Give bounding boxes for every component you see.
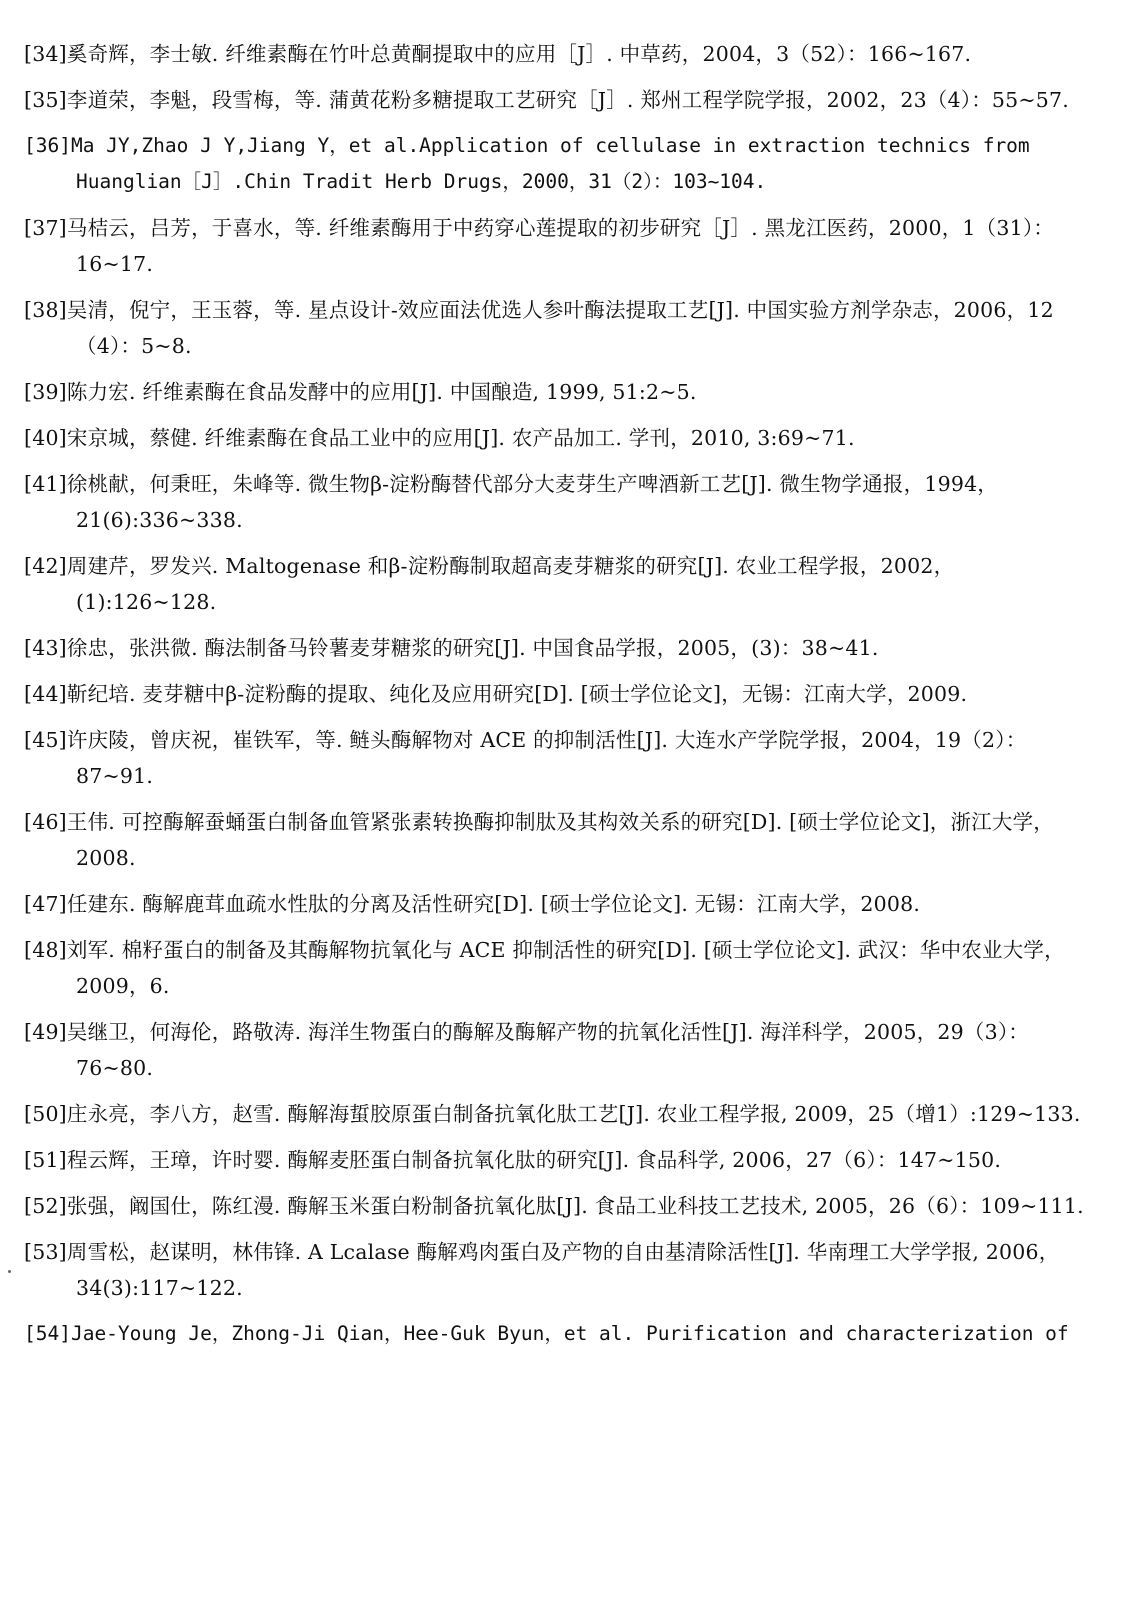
reference-48: [48]刘军. 棉籽蛋白的制备及其酶解物抗氧化与 ACE 抑制活性的研究[D]. [硕士学位论文]. 武汉：华中农业大学，2009，6. [24,938,1065,998]
reference-47: [47]任建东. 酶解鹿茸血疏水性肽的分离及活性研究[D]. [硕士学位论文]. 无锡：江南大学，2008. [24,892,921,916]
reference-36: [36]Ma JY,Zhao J Y,Jiang Y，et al.Application of cellulase in extraction technics from Huanglian［J］.Chin Tradit Herb Drugs，2000，31（2）：103~104. [24,134,1030,193]
reference-52: [52]张强，阚国仕，陈红漫. 酶解玉米蛋白粉制备抗氧化肽[J]. 食品工业科技工艺技术, 2005，26（6）：109~111. [24,1194,1084,1218]
reference-46: [46]王伟. 可控酶解蚕蛹蛋白制备血管紧张素转换酶抑制肽及其构效关系的研究[D]. [硕士学位论文]，浙江大学，2008. [24,810,1054,870]
reference-41: [41]徐桃献，何秉旺，朱峰等. 微生物β-淀粉酶替代部分大麦芽生产啤酒新工艺[J]. 微生物学通报，1994，21(6):336~338. [24,472,999,532]
reference-34: [34]奚奇辉，李士敏. 纤维素酶在竹叶总黄酮提取中的应用［J］. 中草药，2004，3（52）：166~167. [24,42,972,66]
reference-50: [50]庄永亮，李八方，赵雪. 酶解海蜇胶原蛋白制备抗氧化肽工艺[J]. 农业工程学报, 2009，25（增1）:129~133. [24,1102,1081,1126]
reference-list [24,36,1092,1352]
reference-43: [43]徐忠，张洪微. 酶法制备马铃薯麦芽糖浆的研究[J]. 中国食品学报，2005，(3)：38~41. [24,636,879,660]
reference-44: [44]靳纪培. 麦芽糖中β-淀粉酶的提取、纯化及应用研究[D]. [硕士学位论文]，无锡：江南大学，2009. [24,682,968,706]
reference-37: [37]马桔云，吕芳，于喜水，等. 纤维素酶用于中药穿心莲提取的初步研究［J］. 黑龙江医药，2000，1（31）：16~17. [24,216,1055,276]
reference-45: [45]许庆陵，曾庆祝，崔铁军，等. 鲢头酶解物对 ACE 的抑制活性[J]. 大连水产学院学报，2004，19（2）：87~91. [24,728,1027,788]
reference-35: [35]李道荣，李魁，段雪梅，等. 蒲黄花粉多糖提取工艺研究［J］. 郑州工程学院学报，2002，23（4）：55~57. [24,88,1069,112]
reference-38: [38]吴清，倪宁，王玉蓉，等. 星点设计-效应面法优选人参叶酶法提取工艺[J]. 中国实验方剂学杂志，2006，12（4）：5~8. [24,298,1054,358]
reference-40: [40]宋京城，蔡健. 纤维素酶在食品工业中的应用[J]. 农产品加工. 学刊，2010, 3:69~71. [24,426,855,450]
reference-51: [51]程云辉，王璋，许时婴. 酶解麦胚蛋白制备抗氧化肽的研究[J]. 食品科学, 2006，27（6）：147~150. [24,1148,1002,1172]
reference-53: [53]周雪松，赵谋明，林伟锋. A Lcalase 酶解鸡肉蛋白及产物的自由基清除活性[J]. 华南理工大学学报, 2006，34(3):117~122. [24,1240,1060,1300]
reference-54: [54]Jae-Young Je，Zhong-Ji Qian，Hee-Guk Byun，et al. Purification and characterization of [24,1322,1069,1345]
reference-39: [39]陈力宏. 纤维素酶在食品发酵中的应用[J]. 中国酿造, 1999, 51:2~5. [24,380,697,404]
scan-dot [8,1270,11,1273]
reference-49: [49]吴继卫，何海伦，路敬涛. 海洋生物蛋白的酶解及酶解产物的抗氧化活性[J]. 海洋科学，2005，29（3）：76~80. [24,1020,1030,1080]
reference-42: [42]周建芹，罗发兴. Maltogenase 和β-淀粉酶制取超高麦芽糖浆的研究[J]. 农业工程学报，2002，(1):126~128. [24,554,955,614]
